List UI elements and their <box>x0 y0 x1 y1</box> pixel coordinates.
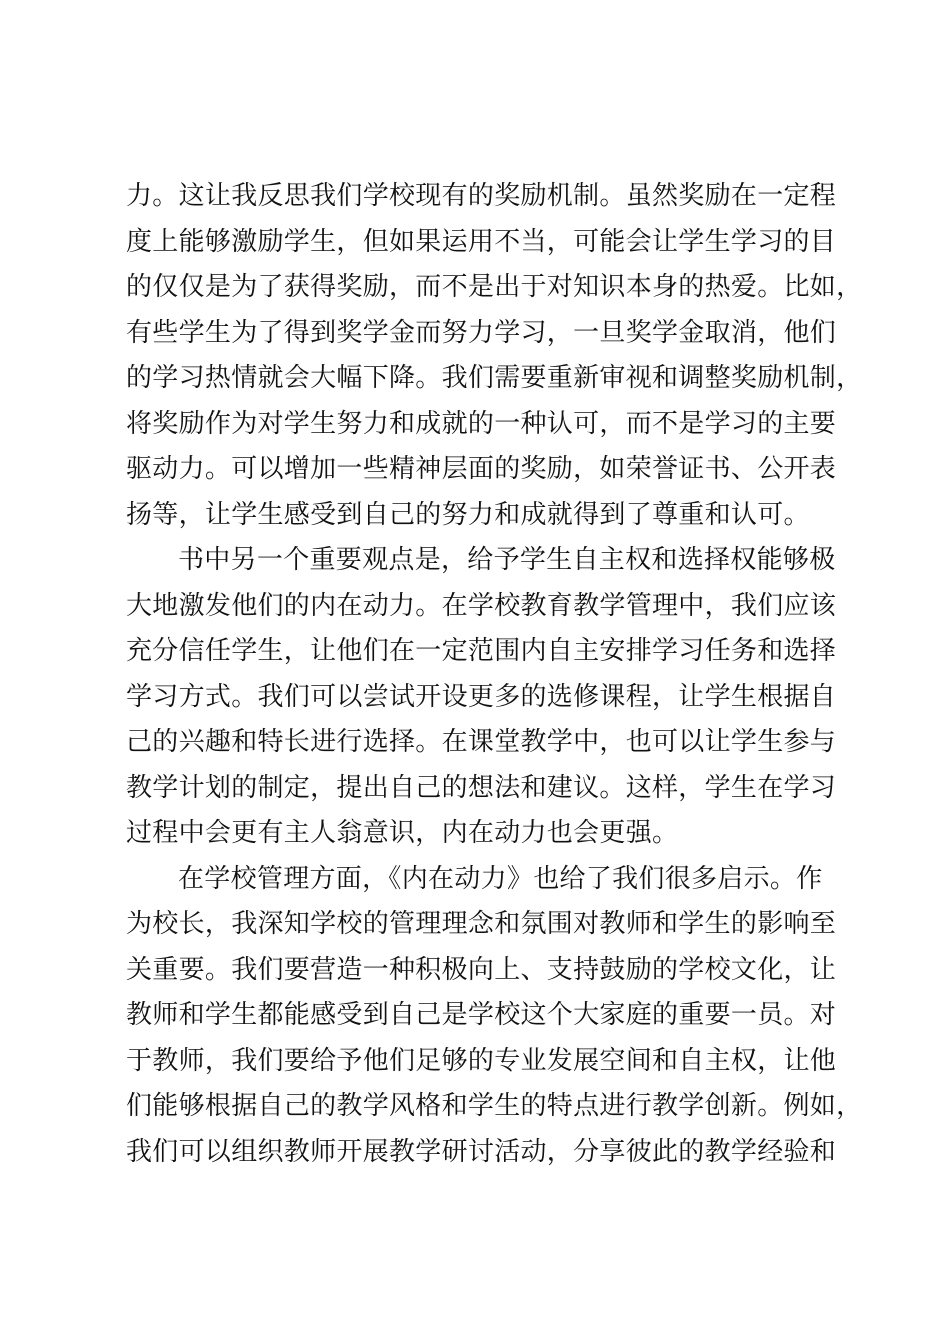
text-line: 关重要。我们要营造一种积极向上、支持鼓励的学校文化，让 <box>126 954 837 985</box>
text-line: 充分信任学生，让他们在一定范围内自主安排学习任务和选择 <box>126 636 837 666</box>
text-line: 驱动力。可以增加一些精神层面的奖励，如荣誉证书、公开表 <box>126 454 837 484</box>
text-line: 将奖励作为对学生努力和成就的一种认可，而不是学习的主要 <box>126 408 837 439</box>
text-line: 们能够根据自己的教学风格和学生的特点进行教学创新。例如， <box>126 1091 863 1121</box>
text-line: 我们可以组织教师开展教学研讨活动，分享彼此的教学经验和 <box>126 1136 837 1167</box>
text-line: 学习方式。我们可以尝试开设更多的选修课程，让学生根据自 <box>126 681 837 712</box>
text-line: 教学计划的制定，提出自己的想法和建议。这样，学生在学习 <box>126 772 837 803</box>
text-line: 的学习热情就会大幅下降。我们需要重新审视和调整奖励机制， <box>126 363 863 393</box>
text-line: 扬等，让学生感受到自己的努力和成就得到了尊重和认可。 <box>126 499 810 530</box>
text-line: 己的兴趣和特长进行选择。在课堂教学中，也可以让学生参与 <box>126 727 837 757</box>
text-line: 度上能够激励学生，但如果运用不当，可能会让学生学习的目 <box>126 226 837 257</box>
text-line: 的仅仅是为了获得奖励，而不是出于对知识本身的热爱。比如， <box>126 272 863 302</box>
text-line: 教师和学生都能感受到自己是学校这个大家庭的重要一员。对 <box>126 1000 837 1030</box>
paragraph-first-line: 在学校管理方面，《内在动力》也给了我们很多启示。作 <box>178 863 823 894</box>
text-line: 为校长，我深知学校的管理理念和氛围对教师和学生的影响至 <box>126 909 837 939</box>
text-line: 大地激发他们的内在动力。在学校教育教学管理中，我们应该 <box>126 590 837 621</box>
text-line: 力。这让我反思我们学校现有的奖励机制。虽然奖励在一定程 <box>126 181 837 211</box>
paragraph-first-line: 书中另一个重要观点是，给予学生自主权和选择权能够极 <box>178 545 836 575</box>
text-line: 过程中会更有主人翁意识，内在动力也会更强。 <box>126 818 679 848</box>
text-line: 有些学生为了得到奖学金而努力学习，一旦奖学金取消，他们 <box>126 317 837 348</box>
text-line: 于教师，我们要给予他们足够的专业发展空间和自主权，让他 <box>126 1045 837 1076</box>
body-text <box>126 174 863 1175</box>
